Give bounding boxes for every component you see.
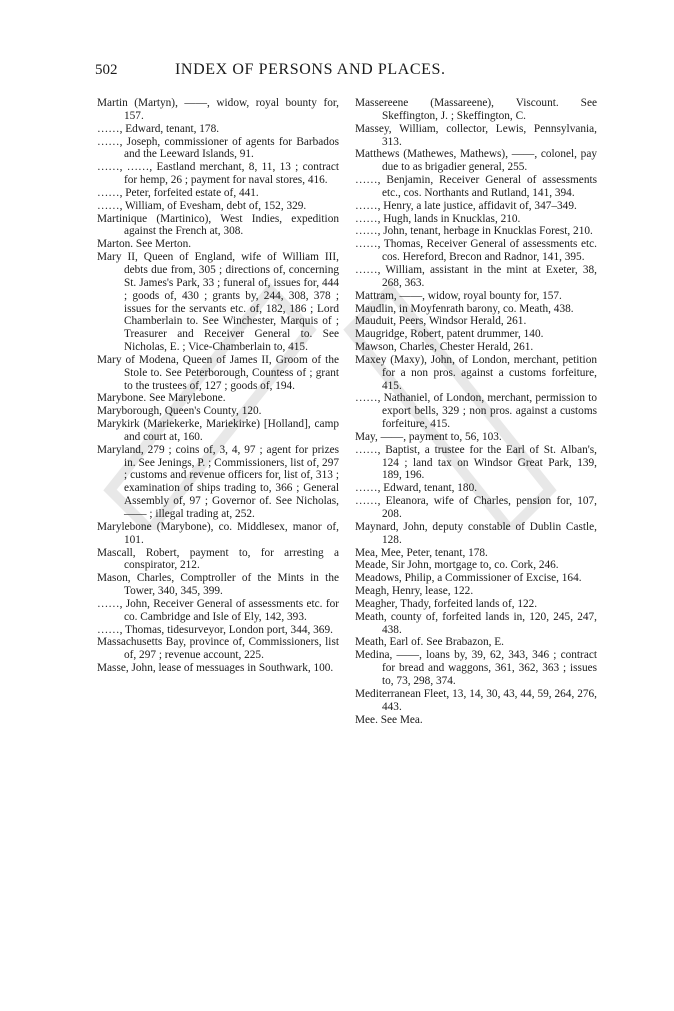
index-entry: Mason, Charles, Comptroller of the Mints in the Tower, 340, 345, 399. xyxy=(97,572,339,598)
page-number: 502 xyxy=(95,62,118,78)
index-entry: Meade, Sir John, mortgage to, co. Cork, 246. xyxy=(355,559,559,572)
index-entry: ……, Baptist, a trustee for the Earl of St. Alban's, 124 ; land tax on Windsor Great Park, 139, 189, 196. xyxy=(355,443,597,482)
index-entry: Marykirk (Mariekerke, Mariekirke) [Holland], camp and court at, 160. xyxy=(97,418,339,443)
index-entry: ……, Nathaniel, of London, merchant, permission to export bells, 329 ; non pros. against a customs forfeiture, 415. xyxy=(355,392,597,431)
index-entry: ……, John, Receiver General of assessments etc. for co. Cambridge and Isle of Ely, 142, 393. xyxy=(97,597,339,623)
running-head-title: INDEX OF PERSONS AND PLACES. xyxy=(175,61,446,78)
index-entry: Matthews (Mathewes, Mathews), ——, colonel, pay due to as brigadier general, 255. xyxy=(355,148,597,174)
index-entry: ……, Peter, forfeited estate of, 441. xyxy=(97,186,259,199)
index-entry: Maxey (Maxy), John, of London, merchant, petition for a non pros. against a customs forfeiture, 415. xyxy=(355,353,597,392)
index-entry: Marybone. See Marylebone. xyxy=(97,392,226,405)
index-entry: ……, Thomas, Receiver General of assessments etc. cos. Hereford, Brecon and Radnor, 141, 395. xyxy=(355,238,597,264)
index-entry: Mee. See Mea. xyxy=(355,713,423,726)
index-entry: ……, John, tenant, herbage in Knucklas Forest, 210. xyxy=(355,225,593,238)
index-entry: ……, Henry, a late justice, affidavit of, 347–349. xyxy=(355,199,577,212)
index-entry: ……, Joseph, commissioner of agents for Barbados and the Leeward Islands, 91. xyxy=(97,135,339,161)
index-entry: Mediterranean Fleet, 13, 14, 30, 43, 44, 59, 264, 276, 443. xyxy=(355,687,597,713)
index-entry: ……, Eleanora, wife of Charles, pension for, 107, 208. xyxy=(355,495,597,520)
index-entry: Maryland, 279 ; coins of, 3, 4, 97 ; agent for prizes in. See Jenings, P. ; Commissioners, list of, 297 ; customs and revenue officers for, list of, 313 ; examination of ships trading to, 366 ; General Assembly of, 97 ; Governor of. See Nicholas, —— ; illegal trading at, 252. xyxy=(97,443,339,520)
index-entry: Meagh, Henry, lease, 122. xyxy=(355,585,474,598)
index-entry: ……, Benjamin, Receiver General of assessments etc., cos. Northants and Rutland, 141, 394. xyxy=(355,174,597,199)
index-entry: Maudlin, in Moyfenrath barony, co. Meath, 438. xyxy=(355,302,574,315)
index-entry: Massachusetts Bay, province of, Commissioners, list of, 297 ; revenue account, 225. xyxy=(97,636,339,662)
index-entry: Maugridge, Robert, patent drummer, 140. xyxy=(355,328,544,341)
index-entry: ……, William, of Evesham, debt of, 152, 329. xyxy=(97,199,307,212)
index-entry: May, ——, payment to, 56, 103. xyxy=(355,430,502,443)
index-entry: ……, Thomas, tidesurveyor, London port, 344, 369. xyxy=(97,623,333,636)
index-entry: Meagher, Thady, forfeited lands of, 122. xyxy=(355,597,538,610)
index-entry: Maynard, John, deputy constable of Dublin Castle, 128. xyxy=(355,520,597,546)
index-entry: Marton. See Merton. xyxy=(97,238,192,251)
index-entry: Mary of Modena, Queen of James II, Groom of the Stole to. See Peterborough, Countess of ; grant to the trustees of, 127 ; goods of, 194. xyxy=(97,353,339,392)
index-entry: Martinique (Martinico), West Indies, expedition against the French at, 308. xyxy=(97,212,339,238)
index-entry: Meath, county of, forfeited lands in, 120, 245, 247, 438. xyxy=(355,610,597,636)
index-entry: ……, Hugh, lands in Knucklas, 210. xyxy=(355,212,521,225)
index-entry: Mattram, ——, widow, royal bounty for, 157. xyxy=(355,289,562,302)
index-entry: Mauduit, Peers, Windsor Herald, 261. xyxy=(355,315,527,328)
index-entry: Massey, William, collector, Lewis, Pennsylvania, 313. xyxy=(355,122,597,148)
index-entry: Masse, John, lease of messuages in Southwark, 100. xyxy=(97,662,334,675)
index-column-right xyxy=(355,97,597,726)
index-entry: Mary II, Queen of England, wife of William III, debts due from, 305 ; directions of, concerning St. James's Park, 33 ; funeral of, issues for, 444 ; goods of, 430 ; grants by, 244, 308, 378 ; issues for the servants etc. of, 182, 186 ; Lord Chamberlain to. See Winchester, Marquis of ; Treasurer and Receiver General to. See Nicholas, E. ; Vice-Chamberlain to, 415. xyxy=(97,251,339,354)
index-entry: Marylebone (Marybone), co. Middlesex, manor of, 101. xyxy=(97,520,339,546)
index-entry: Maryborough, Queen's County, 120. xyxy=(97,405,262,418)
index-column-left xyxy=(97,97,339,675)
index-entry: ……, William, assistant in the mint at Exeter, 38, 268, 363. xyxy=(355,263,597,289)
index-entry: Meadows, Philip, a Commissioner of Excise, 164. xyxy=(355,572,582,585)
index-entry: Meath, Earl of. See Brabazon, E. xyxy=(355,636,504,649)
index-entry: Martin (Martyn), ——, widow, royal bounty for, 157. xyxy=(97,97,339,122)
index-entry: Mawson, Charles, Chester Herald, 261. xyxy=(355,341,534,354)
index-entry: ……, ……, Eastland merchant, 8, 11, 13 ; contract for hemp, 26 ; payment for naval stores, 416. xyxy=(97,161,339,187)
index-entry: Massereene (Massareene), Viscount. See Skeffington, J. ; Skeffington, C. xyxy=(355,97,597,122)
index-entry: Mascall, Robert, payment to, for arresting a conspirator, 212. xyxy=(97,546,339,572)
index-entry: Medina, ——, loans by, 39, 62, 343, 346 ; contract for bread and waggons, 361, 362, 363 ; issues to, 73, 298, 374. xyxy=(355,649,597,687)
index-entry: Mea, Mee, Peter, tenant, 178. xyxy=(355,546,488,559)
index-entry: ……, Edward, tenant, 180. xyxy=(355,482,478,495)
index-entry: ……, Edward, tenant, 178. xyxy=(97,122,220,135)
